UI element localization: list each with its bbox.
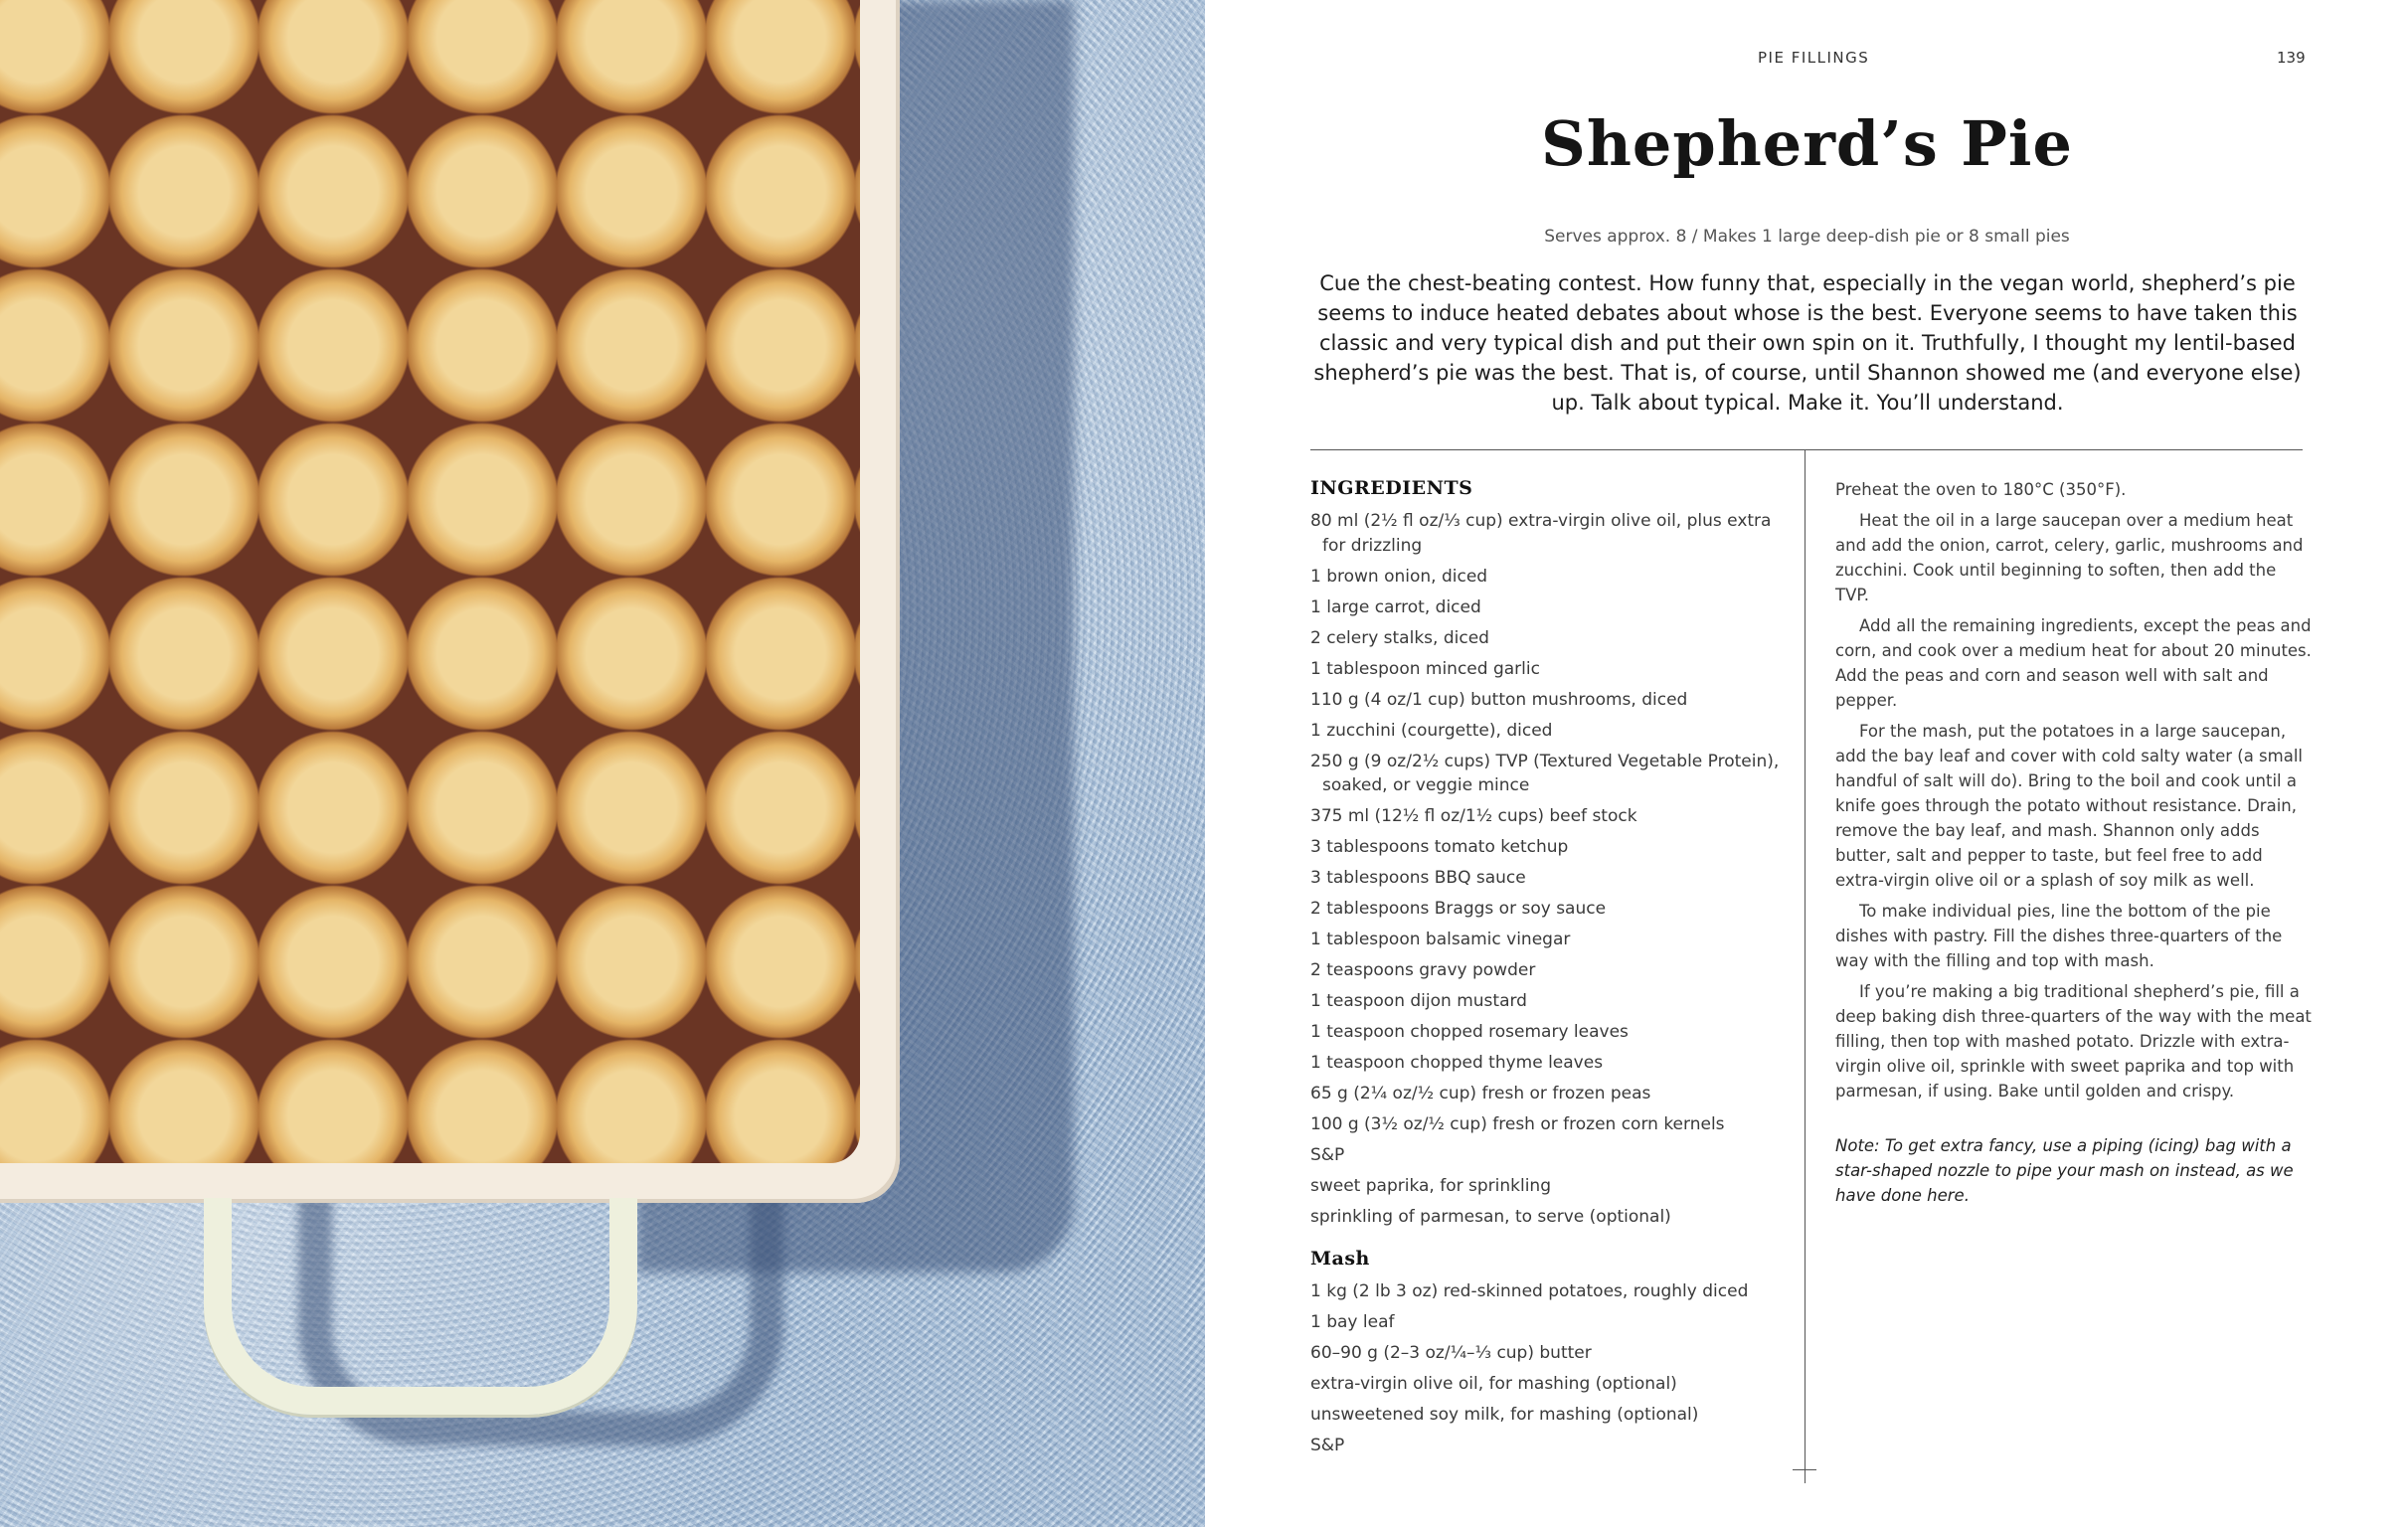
recipe-note: Note: To get extra fancy, use a piping (icing) bag with a star-shaped nozzle to pipe your mash on instead, as we have done here. xyxy=(1835,1136,2294,1205)
crop-mark-vertical xyxy=(1805,1461,1806,1483)
intro-paragraph: Cue the chest-beating contest. How funny that, especially in the vegan world, shepherd’s pie seems to induce heated debates about whose is the best. Everyone seems to have taken this classic and very typical dish and put their own spin on it. Truthfully, I thought my lentil-based shepherd’s pie was the best. That is, of course, until Shannon showed me (and everyone else) up. Talk about typical. Make it. You’ll understand. xyxy=(1313,271,2302,415)
ingredient-item: extra-virgin olive oil, for mashing (optional) xyxy=(1310,1373,1677,1394)
method-steps xyxy=(1835,477,2313,1103)
method-step: Add all the remaining ingredients, except the peas and corn, and cook over a medium heat for about 20 minutes. Add the peas and corn and season well with salt and pepper. xyxy=(1835,616,2312,710)
ingredient-item: 1 teaspoon chopped rosemary leaves xyxy=(1310,1022,1629,1042)
horizontal-rule xyxy=(1310,449,2303,450)
ingredients-heading: INGREDIENTS xyxy=(1310,477,1473,499)
ingredient-item: 2 tablespoons Braggs or soy sauce xyxy=(1310,899,1607,919)
ingredient-item: 3 tablespoons BBQ sauce xyxy=(1310,868,1526,888)
mash-heading: Mash xyxy=(1310,1247,1370,1270)
running-head: PIE FILLINGS xyxy=(1758,49,1870,67)
method-column xyxy=(1835,477,2313,1214)
ingredient-item: 2 teaspoons gravy powder xyxy=(1310,960,1536,980)
ingredient-item: 1 large carrot, diced xyxy=(1310,596,1481,617)
ingredient-item: 1 tablespoon minced garlic xyxy=(1310,658,1540,679)
method-step: Heat the oil in a large saucepan over a medium heat and add the onion, carrot, celery, garlic, mushrooms and zucchini. Cook until beginning to soften, then add the TVP. xyxy=(1835,511,2304,604)
page-number: 139 xyxy=(2277,49,2306,67)
ingredient-item: S&P xyxy=(1310,1435,1345,1455)
ingredient-item: sprinkling of parmesan, to serve (optional) xyxy=(1310,1207,1671,1227)
dish-handle xyxy=(204,1198,637,1415)
ingredient-item: 110 g (4 oz/1 cup) button mushrooms, diced xyxy=(1310,689,1688,710)
ingredients-list xyxy=(1310,509,1783,1230)
method-step: If you’re making a big traditional shepherd’s pie, fill a deep baking dish three-quarters of the way with the meat filling, then top with mashed potato. Drizzle with extra-virgin olive oil, sprinkle with sweet paprika and top with parmesan, if using. Bake until golden and crispy. xyxy=(1835,982,2312,1101)
ingredients-column xyxy=(1310,477,1783,1464)
mash-list xyxy=(1310,1279,1783,1458)
ingredient-item: 60–90 g (2–3 oz/¼–⅓ cup) butter xyxy=(1310,1342,1592,1363)
ingredient-item: 1 teaspoon dijon mustard xyxy=(1310,991,1527,1011)
ingredient-item: S&P xyxy=(1310,1145,1345,1165)
method-step: Preheat the oven to 180°C (350°F). xyxy=(1835,480,2127,499)
piped-mash-topping xyxy=(0,0,860,1163)
ingredient-item: unsweetened soy milk, for mashing (optional) xyxy=(1310,1404,1699,1425)
method-step: For the mash, put the potatoes in a large saucepan, add the bay leaf and cover with cold salty water (a small handful of salt will do). Bring to the boil and cook until a knife goes through the potato without resistance. Drain, remove the bay leaf, and mash. Shannon only adds butter, salt and pepper to taste, but feel free to add extra-virgin olive oil or a splash of soy milk as well. xyxy=(1835,722,2304,890)
ingredient-item: 65 g (2¼ oz/½ cup) fresh or frozen peas xyxy=(1310,1084,1651,1103)
recipe-title: Shepherd’s Pie xyxy=(1541,107,2073,180)
ingredient-item: 1 brown onion, diced xyxy=(1310,566,1488,587)
ingredient-item: 1 zucchini (courgette), diced xyxy=(1310,720,1553,741)
ingredient-item: sweet paprika, for sprinkling xyxy=(1310,1176,1552,1196)
ingredient-item: 250 g (9 oz/2½ cups) TVP (Textured Vegetable Protein), soaked, or veggie mince xyxy=(1310,751,1780,795)
ingredient-item: 1 tablespoon balsamic vinegar xyxy=(1310,930,1571,949)
ingredient-item: 1 bay leaf xyxy=(1310,1311,1395,1332)
ingredient-item: 3 tablespoons tomato ketchup xyxy=(1310,837,1569,857)
ingredient-item: 80 ml (2½ fl oz/⅓ cup) extra-virgin olive oil, plus extra for drizzling xyxy=(1310,511,1772,556)
ingredient-item: 375 ml (12½ fl oz/1½ cups) beef stock xyxy=(1310,806,1637,826)
ingredient-item: 1 teaspoon chopped thyme leaves xyxy=(1310,1053,1604,1073)
ingredient-item: 100 g (3½ oz/½ cup) fresh or frozen corn kernels xyxy=(1310,1114,1725,1134)
ingredient-item: 1 kg (2 lb 3 oz) red-skinned potatoes, roughly diced xyxy=(1310,1280,1749,1301)
column-divider xyxy=(1805,449,1806,1473)
method-step: To make individual pies, line the bottom of the pie dishes with pastry. Fill the dishes three-quarters of the way with the filling and top with mash. xyxy=(1835,902,2283,970)
serves-line: Serves approx. 8 / Makes 1 large deep-dish pie or 8 small pies xyxy=(1544,227,2070,247)
ingredient-item: 2 celery stalks, diced xyxy=(1310,627,1489,648)
